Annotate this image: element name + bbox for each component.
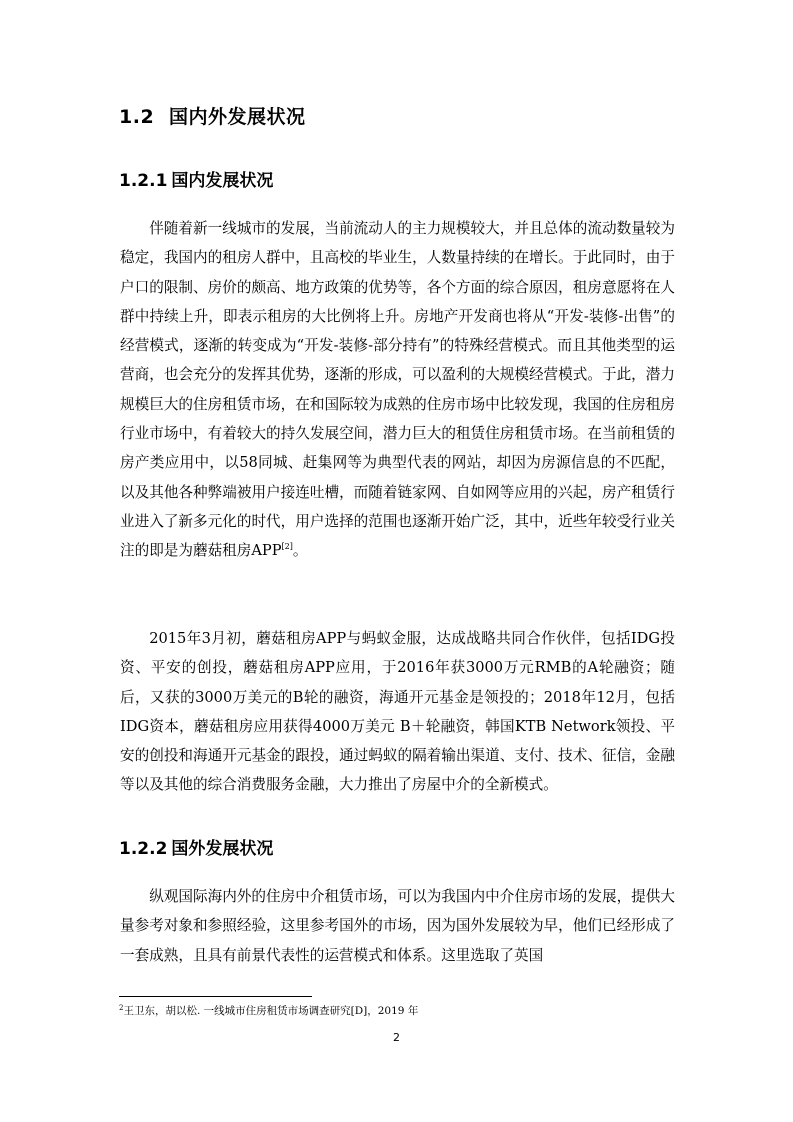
subsection-title: 国外发展状况 <box>171 839 274 859</box>
paragraph-foreign-1 <box>120 882 675 970</box>
footnote-text: 王卫东，胡以松. 一线城市住房租赁市场调查研究[D]，2019 年 <box>123 1005 419 1017</box>
paragraph-text: 纵观国际海内外的住房中介租赁市场，可以为我国内中介住房市场的发展，提供大量参考对象和参照经验，这里参考国外的市场，因为国外发展较为早，他们已经形成了一套成熟，且具有前景代表性的运营模式和体系。这里选取了英国 <box>120 888 675 964</box>
section-number: 1.2 <box>119 106 155 128</box>
subsection-number: 1.2.1 <box>119 171 168 191</box>
paragraph-tail: 。 <box>292 542 308 560</box>
paragraph-domestic-1 <box>120 214 675 566</box>
paragraph-text: 伴随着新一线城市的发展，当前流动人的主力规模较大，并且总体的流动数量较为稳定，我国内的租房人群中，且高校的毕业生，人数量持续的在增长。于此同时，由于户口的限制、房价的颇高、地方政策的优势等，各个方面的综合原因，租房意愿将在人群中持续上升，即表示租房的大比例将上升。房地产开发商也将从“开发-装修-出售”的经营模式，逐渐的转变成为“开发-装修-部分持有”的特殊经营模式。而且其他类型的运营商，也会充分的发挥其优势，逐渐的形成，可以盈利的大规模经营模式。于此，潜力规模巨大的住房租赁市场，在和国际较为成熟的住房市场中比较发现，我国的住房租房行业市场中，有着较大的持久发展空间，潜力巨大的租赁住房租赁市场。在当前租赁的房产类应用中，以58同城、赶集网等为典型代表的网站，却因为房源信息的不匹配，以及其他各种弊端被用户接连吐槽，而随着链家网、自如网等应用的兴起，房产租赁行业进入了新多元化的时代，用户选择的范围也逐渐开始广泛，其中，近些年较受行业关注的即是为蘑菇租房APP <box>120 220 675 560</box>
section-title: 国内外发展状况 <box>169 106 306 128</box>
section-heading <box>119 102 306 129</box>
subsection-title: 国内发展状况 <box>171 171 274 191</box>
subsection-number: 1.2.2 <box>119 839 168 859</box>
footnote <box>119 1003 418 1018</box>
page-number: 2 <box>393 1031 400 1044</box>
paragraph-text: 2015年3月初，蘑菇租房APP与蚂蚁金服，达成战略共同合作伙伴，包括IDG投资、平安的创投，蘑菇租房APP应用，于2016年获3000万元RMB的A轮融资；随后，又获的3000万美元的B轮的融资，海通开元基金是领投的；2018年12月，包括IDG资本，蘑菇租房应用获得4000万美元 B＋轮融资，韩国KTB Network领投、平安的创投和海通开元基金的跟投，通过蚂蚁的隔着输出渠道、支付、技术、征信，金融等以及其他的综合消费服务金融，大力推出了房屋中介的全新模式。 <box>120 630 675 794</box>
subsection-heading-foreign <box>119 834 273 859</box>
citation-marker: [2] <box>281 542 293 552</box>
paragraph-domestic-2 <box>120 624 675 800</box>
subsection-heading-domestic <box>119 166 273 191</box>
footnote-marker: 2 <box>119 1004 124 1012</box>
footnote-divider <box>119 996 312 997</box>
